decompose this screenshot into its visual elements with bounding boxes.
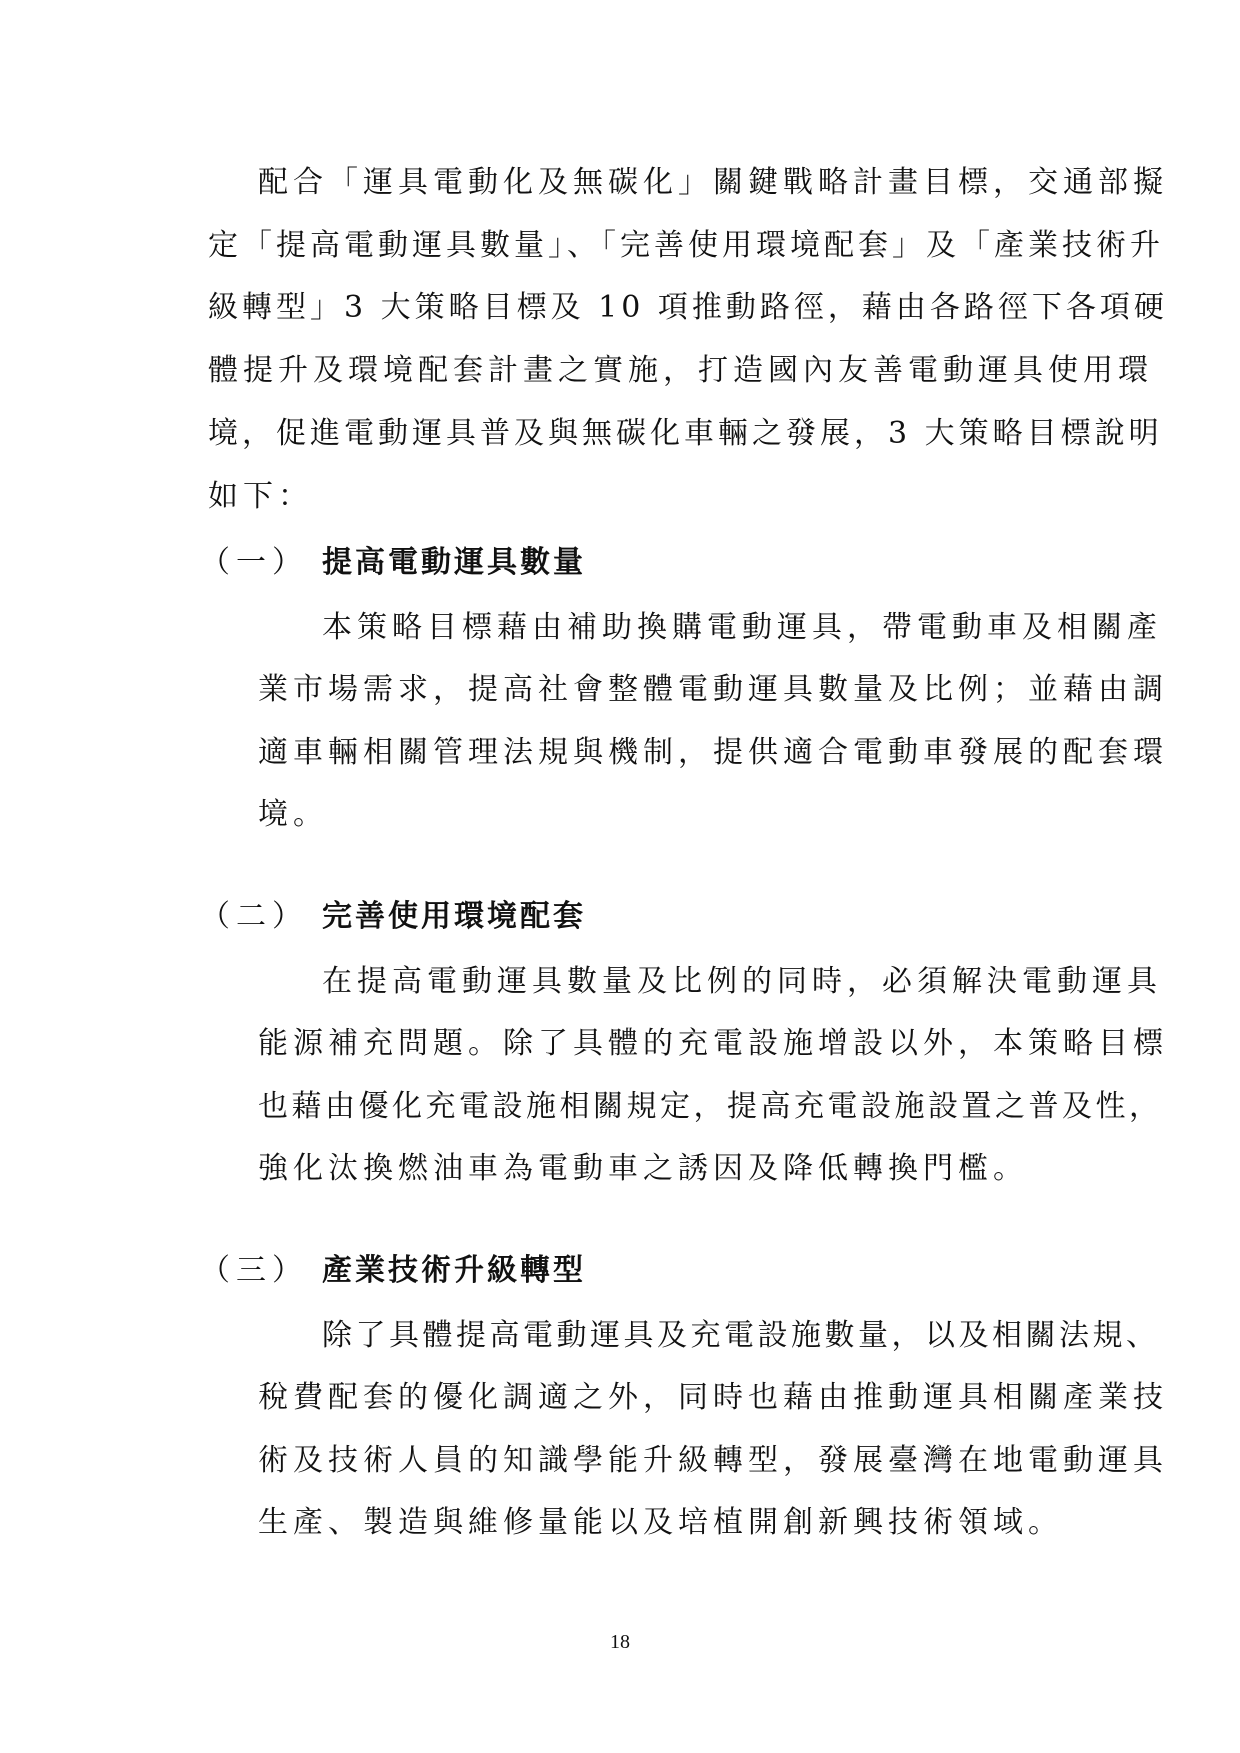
section-heading: [200, 1251, 586, 1291]
section-title: 產業技術升級轉型: [322, 1253, 586, 1288]
section-line: 也藉由優化充電設施相關規定，提高充電設施設置之普及性，: [258, 1089, 1163, 1124]
intro-line: 級轉型」3 大策略目標及 10 項推動路徑，藉由各路徑下各項硬: [208, 290, 1168, 325]
section-number: （三）: [200, 1253, 308, 1288]
section-line: 本策略目標藉由補助換購電動運具，帶電動車及相關產: [322, 610, 1162, 645]
section-line: 境。: [258, 797, 328, 832]
section-line: 稅費配套的優化調適之外，同時也藉由推動運具相關產業技: [258, 1380, 1168, 1415]
section-line: 生產、製造與維修量能以及培植開創新興技術領域。: [258, 1505, 1063, 1540]
section-title: 提高電動運具數量: [322, 545, 586, 580]
section-line: 業市場需求，提高社會整體電動運具數量及比例；並藉由調: [258, 672, 1168, 707]
intro-line: 配合「運具電動化及無碳化」關鍵戰略計畫目標，交通部擬: [258, 165, 1168, 200]
section-line: 適車輛相關管理法規與機制，提供適合電動車發展的配套環: [258, 735, 1168, 770]
section-line: 強化汰換燃油車為電動車之誘因及降低轉換門檻。: [258, 1151, 1028, 1186]
section-number: （二）: [200, 899, 308, 934]
intro-line: 體提升及環境配套計畫之實施，打造國內友善電動運具使用環: [208, 353, 1153, 388]
page-number: 18: [610, 1631, 630, 1653]
intro-line: 境，促進電動運具普及與無碳化車輛之發展，3 大策略目標說明: [208, 416, 1163, 451]
section-line: 能源補充問題。除了具體的充電設施增設以外，本策略目標: [258, 1026, 1168, 1061]
section-line: 術及技術人員的知識學能升級轉型，發展臺灣在地電動運具: [258, 1443, 1168, 1478]
section-heading: [200, 897, 586, 937]
section-line: 在提高電動運具數量及比例的同時，必須解決電動運具: [322, 964, 1162, 999]
section-heading: [200, 543, 586, 583]
section-line: 除了具體提高電動運具及充電設施數量，以及相關法規、: [322, 1318, 1160, 1353]
intro-line: 如下：: [208, 479, 313, 514]
intro-line: 定「提高電動運具數量」、「完善使用環境配套」及「產業技術升: [208, 228, 1164, 263]
section-number: （一）: [200, 545, 308, 580]
section-title: 完善使用環境配套: [322, 899, 586, 934]
